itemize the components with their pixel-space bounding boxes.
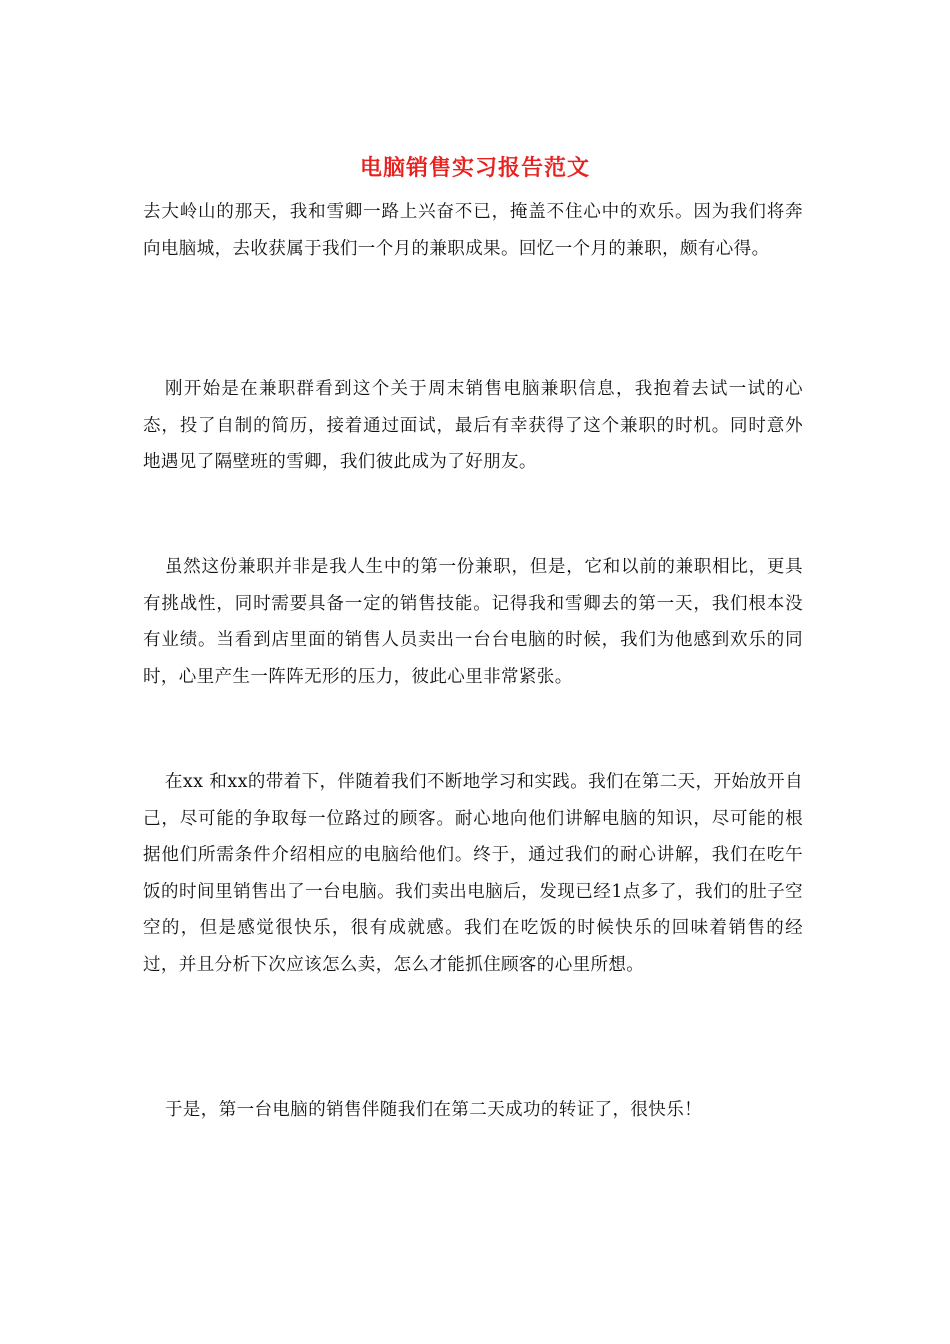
paragraph-5: 于是，第一台电脑的销售伴随我们在第二天成功的转证了，很快乐！	[165, 1100, 702, 1120]
paragraph-1: 去大岭山的那天，我和雪卿一路上兴奋不已，掩盖不住心中的欢乐。因为我们将奔向电脑城，去收获属于我们一个月的兼职成果。回忆一个月的兼职，颇有心得。	[143, 202, 803, 259]
paragraph-4: 在xx 和xx的带着下，伴随着我们不断地学习和实践。我们在第二天，开始放开自己，尽可能的争取每一位路过的顾客。耐心地向他们讲解电脑的知识，尽可能的根据他们所需条件介绍相应的电脑给他们。终于，通过我们的耐心讲解，我们在吃午饭的时间里销售出了一台电脑。我们卖出电脑后，发现已经1点多了，我们的肚子空空的，但是感觉很快乐，很有成就感。我们在吃饭的时候快乐的回味着销售的经过，并且分析下次应该怎么卖，怎么才能抓住顾客的心里所想。	[143, 772, 803, 975]
paragraph-3: 虽然这份兼职并非是我人生中的第一份兼职，但是，它和以前的兼职相比，更具有挑战性，同时需要具备一定的销售技能。记得我和雪卿去的第一天，我们根本没有业绩。当看到店里面的销售人员卖出一台台电脑的时候，我们为他感到欢乐的同时，心里产生一阵阵无形的压力，彼此心里非常紧张。	[143, 557, 803, 687]
paragraph-2: 刚开始是在兼职群看到这个关于周末销售电脑兼职信息，我抱着去试一试的心态，投了自制的简历，接着通过面试，最后有幸获得了这个兼职的时机。同时意外地遇见了隔壁班的雪卿，我们彼此成为了好朋友。	[143, 379, 803, 472]
document-title: 电脑销售实习报告范文	[359, 155, 590, 181]
